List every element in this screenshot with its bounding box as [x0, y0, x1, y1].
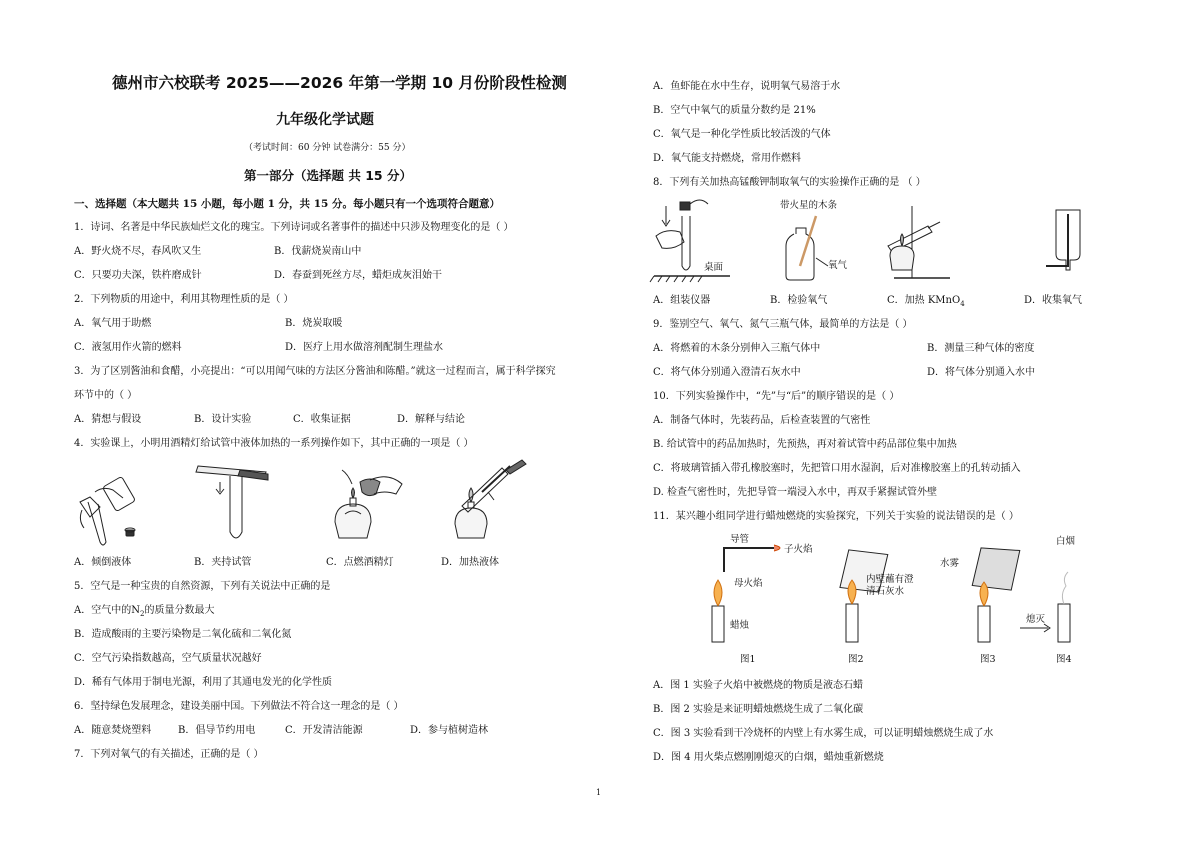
q3-option-d: D．解释与结论: [397, 414, 466, 425]
q11-stem: 11．某兴趣小组同学进行蜡烛燃烧的实验探究，下列关于实验的说法错误的是（ ）: [653, 511, 1019, 522]
q11-figures: [700, 532, 1100, 672]
q11-label-extinguish: 熄灭: [1026, 614, 1046, 625]
q6-option-b: B．倡导节约用电: [178, 725, 256, 736]
exam-subtitle: 九年级化学试题: [276, 112, 374, 128]
q7-option-d: D．氧气能支持燃烧，常用作燃料: [653, 153, 802, 164]
q7-stem: 7．下列对氧气的有关描述，正确的是（ ）: [74, 749, 264, 760]
exam-info: （考试时间：60 分钟 试卷满分：55 分）: [244, 143, 411, 153]
q5-stem: 5．空气是一种宝贵的自然资源，下列有关说法中正确的是: [74, 581, 331, 592]
pour-liquid-figure: [80, 476, 136, 545]
q11-option-b: B．图 2 实验是来证明蜡烛燃烧生成了二氧化碳: [653, 704, 864, 715]
q2-option-c: C．液氢用作火箭的燃料: [74, 342, 182, 353]
q10-option-a: A．制备气体时，先装药品，后检查装置的气密性: [653, 415, 871, 426]
q2-option-b: B．烧炭取暖: [285, 318, 343, 329]
q2-option-d: D．医疗上用水做溶剂配制生理盐水: [285, 342, 444, 353]
exam-title: 德州市六校联考 2025——2026 年第一学期 10 月份阶段性检测: [112, 74, 567, 92]
q2-option-a: A．氧气用于助燃: [74, 318, 152, 329]
q11-label-child-flame: 子火焰: [784, 544, 813, 555]
q8-option-c: C．加热 KMnO$_4$: [887, 295, 965, 308]
q8-label-desk: 桌面: [704, 262, 724, 273]
light-lamp-figure: [335, 470, 402, 538]
q3-option-a: A．猜想与假设: [74, 414, 142, 425]
q11-label-smoke: 白烟: [1056, 536, 1076, 547]
q8-label-stick: 带火星的木条: [780, 200, 838, 211]
q11-fig4-caption: 图4: [1056, 654, 1072, 665]
q8-option-d: D．收集氧气: [1024, 295, 1083, 306]
q6-stem: 6．坚持绿色发展理念，建设美丽中国。下列做法不符合这一理念的是（ ）: [74, 701, 404, 712]
q10-stem: 10．下列实验操作中，“先”与“后”的顺序错误的是（ ）: [653, 391, 900, 402]
q9-option-b: B．测量三种气体的密度: [927, 343, 1035, 354]
q11-label-tube: 导管: [730, 534, 750, 545]
q11-label-mist: 水雾: [940, 558, 960, 569]
part-heading: 第一部分（选择题 共 15 分）: [244, 168, 412, 183]
q10-option-c: C．将玻璃管插入带孔橡胶塞时，先把管口用水湿润，后对准橡胶塞上的孔转动插入: [653, 463, 1021, 474]
q5-option-c: C．空气污染指数越高，空气质量状况越好: [74, 653, 262, 664]
q9-option-a: A．将燃着的木条分别伸入三瓶气体中: [653, 343, 821, 354]
q5-option-d: D．稀有气体用于制电光源，利用了其通电发光的化学性质: [74, 677, 333, 688]
q1-option-a: A．野火烧不尽，春风吹又生: [74, 246, 202, 257]
q4-stem: 4．实验课上，小明用酒精灯给试管中液体加热的一系列操作如下，其中正确的一项是（ ）: [74, 438, 474, 449]
q1-option-d: D．春蚕到死丝方尽，蜡炬成灰泪始干: [274, 270, 443, 281]
q6-option-a: A．随意焚烧塑料: [74, 725, 152, 736]
q1-option-b: B．伐薪烧炭南山中: [274, 246, 362, 257]
q9-option-d: D．将气体分别通入水中: [927, 367, 1036, 378]
q8-figures: [650, 196, 1140, 290]
q4-option-c: C．点燃酒精灯: [326, 557, 394, 568]
q1-option-c: C．只要功夫深，铁杵磨成针: [74, 270, 202, 281]
clamp-tube-figure: [196, 466, 268, 538]
q11-option-c: C．图 3 实验看到干冷烧杯的内壁上有水雾生成，可以证明蜡烛燃烧生成了水: [653, 728, 994, 739]
q11-fig1-caption: 图1: [740, 654, 756, 665]
q8-option-b: B．检验氧气: [770, 295, 828, 306]
q10-option-b: B. 给试管中的药品加热时，先预热，再对着试管中药品部位集中加热: [653, 439, 957, 450]
q2-stem: 2．下列物质的用途中，利用其物理性质的是（ ）: [74, 294, 294, 305]
q11-fig2-caption: 图2: [848, 654, 864, 665]
heat-liquid-figure: [455, 460, 526, 538]
q11-label-limewater-2: 清石灰水: [866, 586, 905, 597]
page-number: 1: [596, 788, 602, 797]
q7-option-c: C．氧气是一种化学性质比较活泼的气体: [653, 129, 831, 140]
q3-option-b: B．设计实验: [194, 414, 252, 425]
q4-figures: [70, 462, 550, 552]
q11-fig3-caption: 图3: [980, 654, 996, 665]
q4-option-a: A．倾倒液体: [74, 557, 132, 568]
q11-label-mother-flame: 母火焰: [734, 578, 763, 589]
q11-option-d: D．图 4 用火柴点燃刚刚熄灭的白烟，蜡烛重新燃烧: [653, 752, 884, 763]
q8-label-oxygen: 氧气: [828, 260, 848, 271]
collect-oxygen-figure: [1046, 210, 1080, 270]
q3-stem-line2: 环节中的（ ）: [74, 390, 138, 401]
candle-fig4: [1058, 572, 1070, 642]
q5-option-b: B．造成酸雨的主要污染物是二氧化硫和二氧化氮: [74, 629, 292, 640]
q1-stem: 1．诗词、名著是中华民族灿烂文化的瑰宝。下列诗词或名著事件的描述中只涉及物理变化的是（ ）: [74, 222, 514, 233]
q7-option-b: B．空气中氧气的质量分数约是 21%: [653, 105, 816, 116]
candle-fig3: [967, 543, 1025, 642]
q11-label-candle: 蜡烛: [730, 620, 750, 631]
q11-label-limewater-1: 内壁蘸有澄: [866, 574, 914, 585]
q3-stem-line1: 3．为了区别酱油和食醋，小亮提出：“可以用闻气味的方法区分酱油和陈醋。”就这一过程而言，属于科学探究: [74, 366, 556, 377]
q9-option-c: C．将气体分别通入澄清石灰水中: [653, 367, 801, 378]
q7-option-a: A．鱼虾能在水中生存，说明氧气易溶于水: [653, 81, 841, 92]
q4-option-d: D．加热液体: [441, 557, 500, 568]
q10-option-d: D. 检查气密性时，先把导管一端浸入水中，再双手紧握试管外壁: [653, 487, 938, 498]
test-oxygen-figure: [786, 216, 828, 280]
heat-kmno4-figure: [888, 206, 950, 278]
extinguish-arrow: [1020, 624, 1050, 632]
q8-option-a: A．组装仪器: [653, 295, 711, 306]
q9-stem: 9．鉴别空气、氧气、氮气三瓶气体，最简单的方法是（ ）: [653, 319, 913, 330]
section-heading: 一、选择题（本大题共 15 小题，每小题 1 分，共 15 分。每小题只有一个选项符合题意）: [74, 198, 500, 210]
q6-option-c: C．开发清洁能源: [285, 725, 363, 736]
q5-option-a: A．空气中的$N_2$的质量分数最大: [74, 605, 215, 618]
q6-option-d: D．参与植树造林: [410, 725, 489, 736]
q3-option-c: C．收集证据: [293, 414, 351, 425]
q4-option-b: B．夹持试管: [194, 557, 252, 568]
q8-stem: 8．下列有关加热高锰酸钾制取氧气的实验操作正确的是 （ ）: [653, 177, 926, 188]
q11-option-a: A．图 1 实验子火焰中被燃烧的物质是液态石蜡: [653, 680, 863, 691]
